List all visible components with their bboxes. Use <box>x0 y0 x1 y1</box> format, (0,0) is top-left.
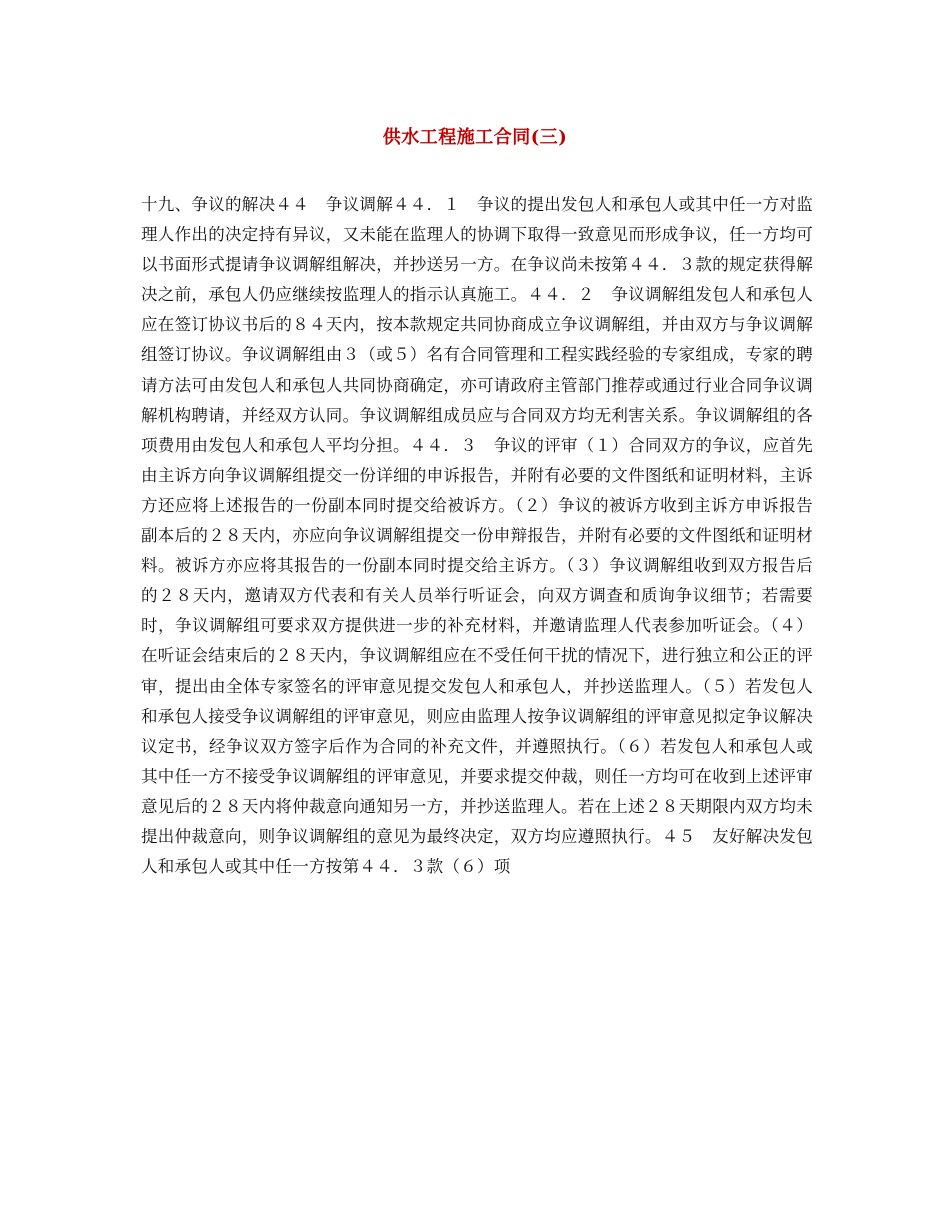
document-body: 十九、争议的解决４４ 争议调解４４．１ 争议的提出发包人和承包人或其中任一方对监理人作出的决定持有异议，又未能在监理人的协调下取得一致意见而形成争议，任一方均可以书面形式提请争议调解组解决，并抄送另一方。在争议尚未按第４４．３款的规定获得解决之前，承包人仍应继续按监理人的指示认真施工。４４．２ 争议调解组发包人和承包人应在签订协议书后的８４天内，按本款规定共同协商成立争议调解组，并由双方与争议调解组签订协议。争议调解组由３（或５）名有合同管理和工程实践经验的专家组成，专家的聘请方法可由发包人和承包人共同协商确定，亦可请政府主管部门推荐或通过行业合同争议调解机构聘请，并经双方认同。争议调解组成员应与合同双方均无利害关系。争议调解组的各项费用由发包人和承包人平均分担。４４．３ 争议的评审（１）合同双方的争议，应首先由主诉方向争议调解组提交一份详细的申诉报告，并附有必要的文件图纸和证明材料，主诉方还应将上述报告的一份副本同时提交给被诉方。（２）争议的被诉方收到主诉方申诉报告副本后的２８天内，亦应向争议调解组提交一份申辩报告，并附有必要的文件图纸和证明材料。被诉方亦应将其报告的一份副本同时提交给主诉方。（３）争议调解组收到双方报告后的２８天内，邀请双方代表和有关人员举行听证会，向双方调查和质询争议细节；若需要时，争议调解组可要求双方提供进一步的补充材料，并邀请监理人代表参加听证会。（４）在听证会结束后的２８天内，争议调解组应在不受任何干扰的情况下，进行独立和公正的评审，提出由全体专家签名的评审意见提交发包人和承包人，并抄送监理人。（５）若发包人和承包人接受争议调解组的评审意见，则应由监理人按争议调解组的评审意见拟定争议解决议定书，经争议双方签字后作为合同的补充文件，并遵照执行。（６）若发包人和承包人或其中任一方不接受争议调解组的评审意见，并要求提交仲裁，则任一方均可在收到上述评审意见后的２８天内将仲裁意向通知另一方，并抄送监理人。若在上述２８天期限内双方均未提出仲裁意向，则争议调解组的意见为最终决定，双方均应遵照执行。４５ 友好解决发包人和承包人或其中任一方按第４４．３款（６）项 <box>141 195 813 877</box>
document-title: 供水工程施工合同(三) <box>382 127 568 148</box>
